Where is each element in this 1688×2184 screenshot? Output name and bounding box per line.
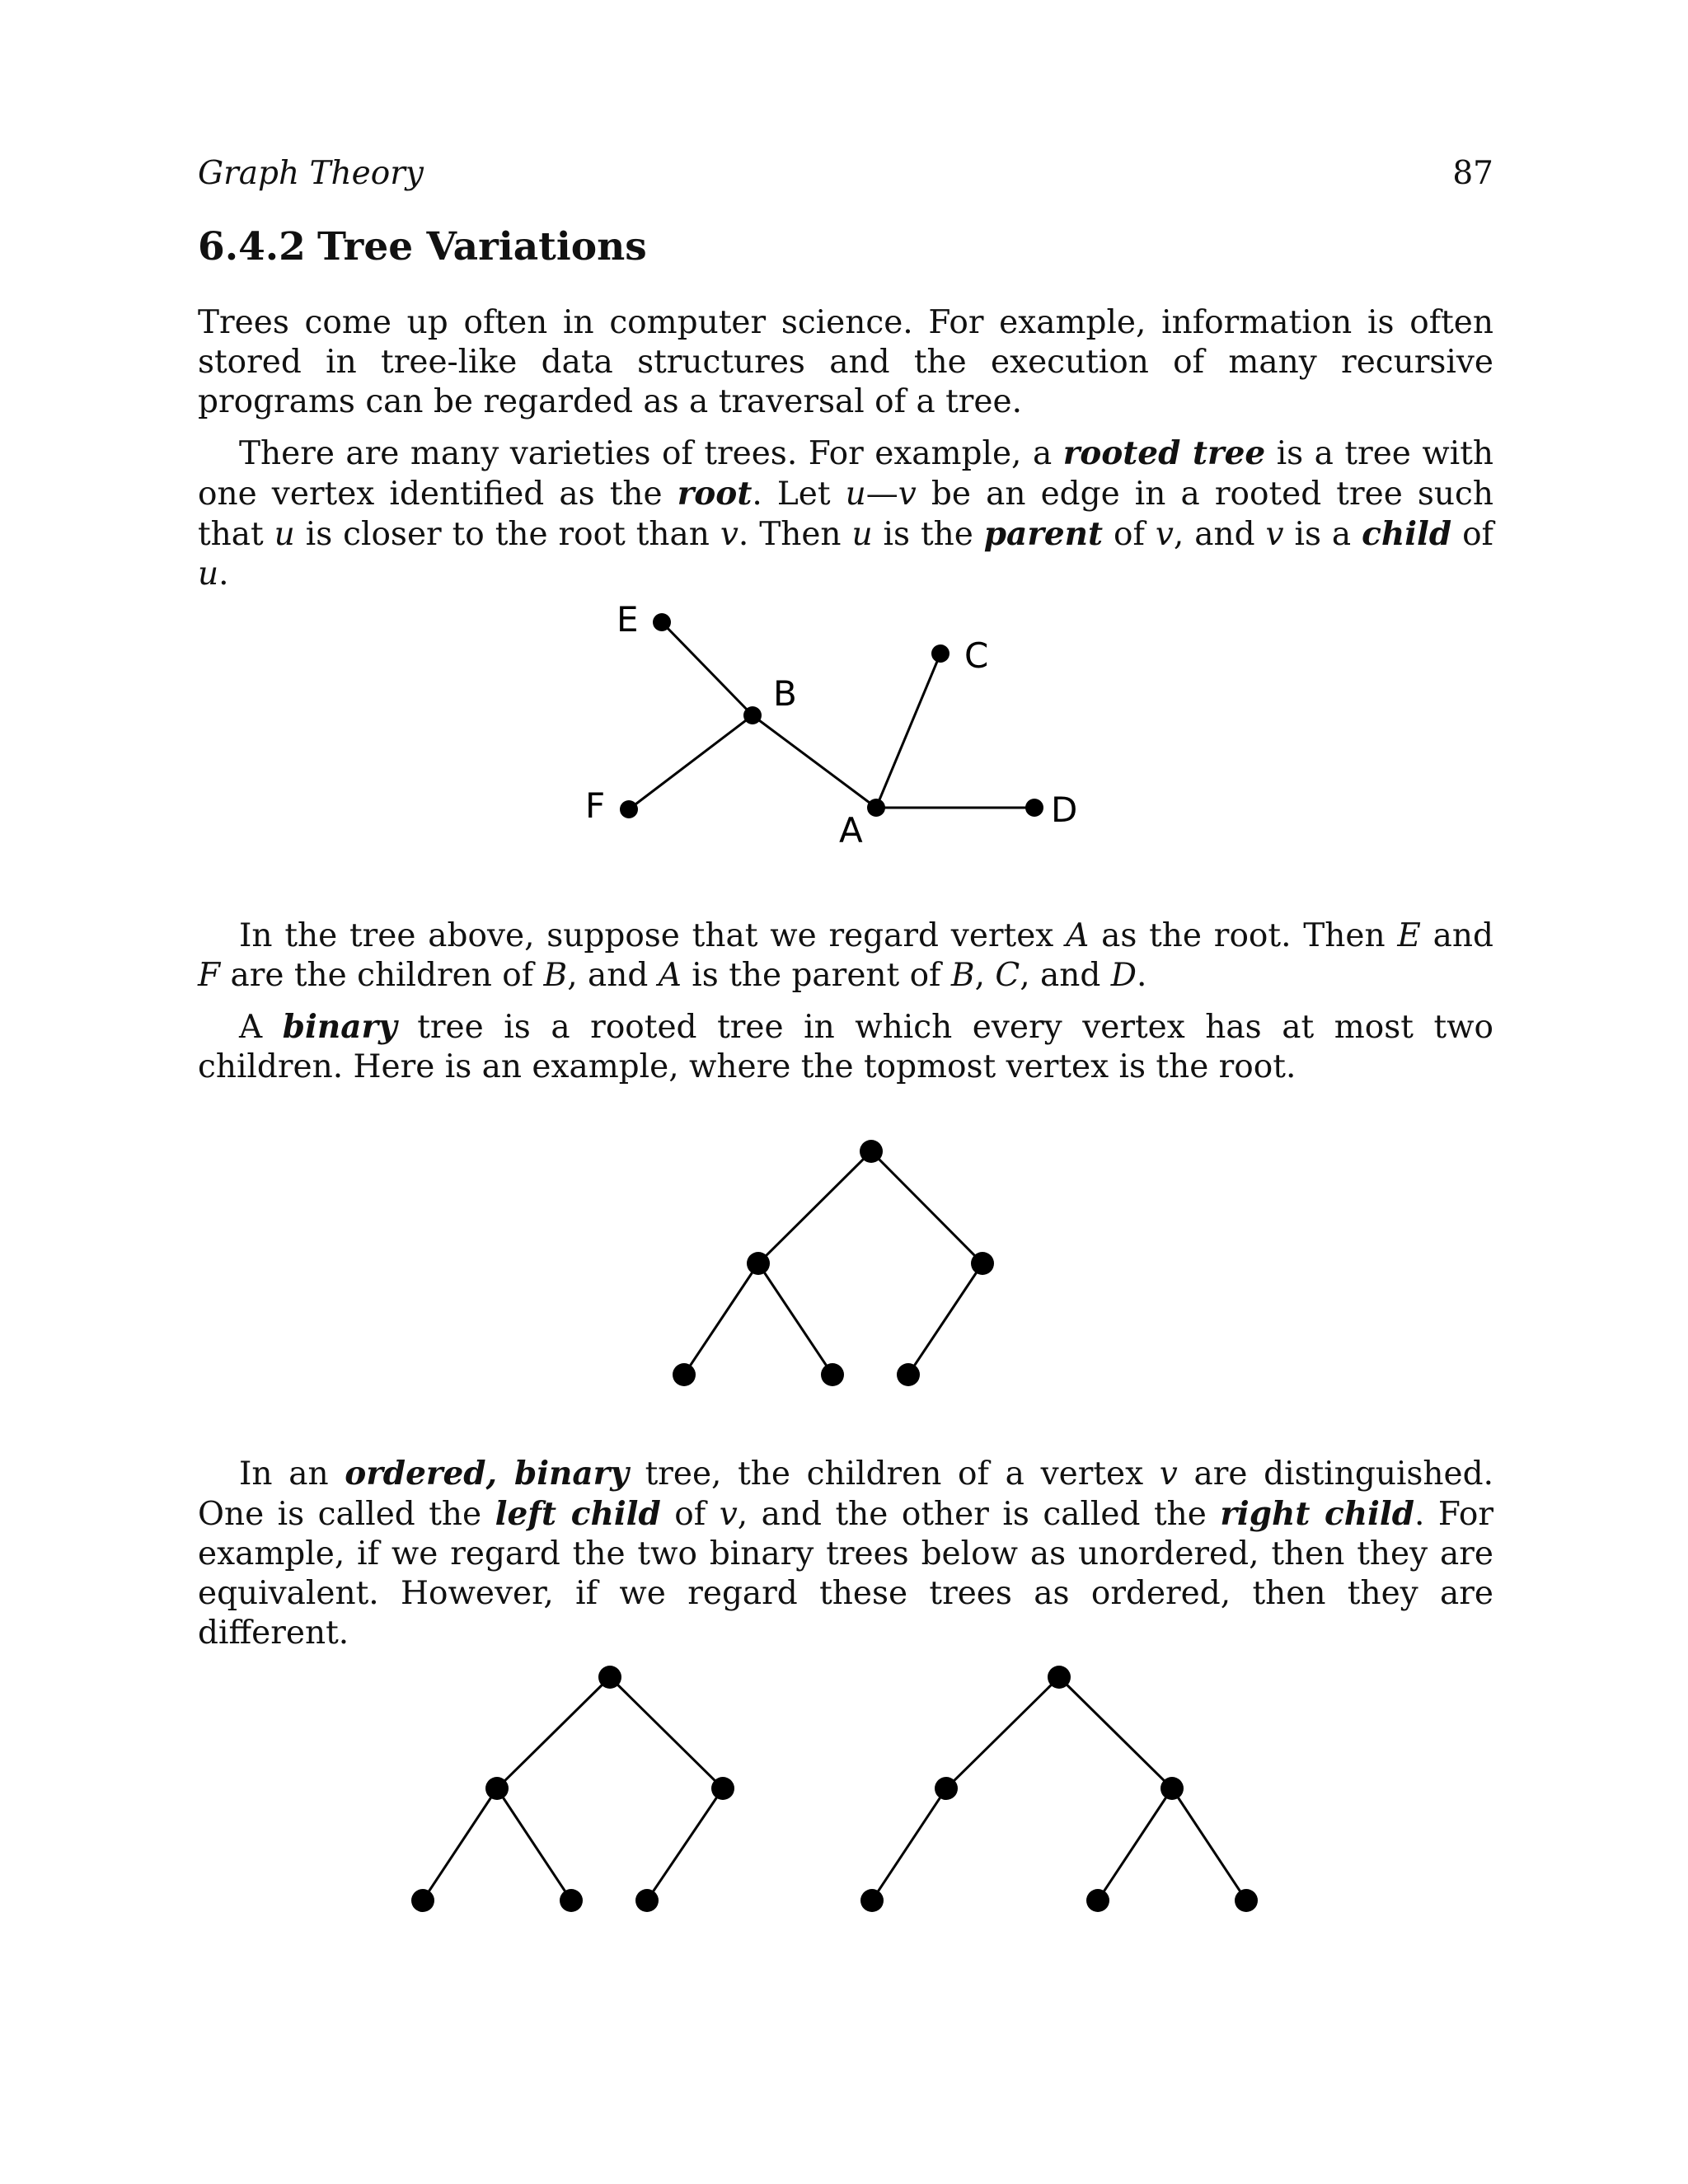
term-child: child [1362, 515, 1452, 553]
running-head-title: Graph Theory [198, 155, 424, 192]
paragraph-5: In an ordered, binary tree, the children of a vertex v are distinguished. One is called the left child of v, and the other is called the right child. For example, if we regard the two binary trees below as unordered, then they are equivalent. However, if we regard these trees as ordered, then they are different. [198, 1455, 1493, 1652]
node-leaf [897, 1363, 920, 1386]
vertex-C [931, 644, 950, 663]
edge-root-right [871, 1151, 982, 1263]
binary-tree-figure [0, 1113, 1688, 1426]
section-title: Tree Variations [317, 224, 647, 269]
tree1-leaf [560, 1889, 583, 1912]
tree1-leaf [635, 1889, 659, 1912]
label-C: C [964, 635, 989, 676]
term-rooted-tree: rooted tree [1062, 434, 1266, 472]
edge-B-A [753, 715, 876, 808]
tree1-right [711, 1777, 734, 1800]
paragraph-1: Trees come up often in computer science. For example, information is often stored in tree-like data structures and the execution of many recursive programs can be regarded as a traversal of a tree. [198, 304, 1493, 420]
edge-tree1-root-left [497, 1677, 610, 1788]
label-E: E [617, 599, 639, 640]
label-D: D [1051, 790, 1078, 830]
edge-E-B [662, 622, 753, 715]
edge-tree2-root-right [1059, 1677, 1172, 1788]
node-left [747, 1252, 770, 1275]
edge-A-C [876, 654, 940, 808]
edge-right-leaf [908, 1263, 982, 1375]
tree2-right [1160, 1777, 1184, 1800]
edge-tree2-left-leaf [872, 1788, 946, 1900]
tree1-left [485, 1777, 509, 1800]
label-F: F [585, 785, 606, 826]
term-binary: binary [282, 1008, 397, 1046]
edge-left-rightleaf [758, 1263, 832, 1375]
vertex-D [1025, 799, 1043, 817]
edge-tree1-root-right [610, 1677, 723, 1788]
tree1-leaf [411, 1889, 434, 1912]
tree2-root [1048, 1666, 1071, 1689]
node-right [971, 1252, 994, 1275]
tree2-leaf [860, 1889, 884, 1912]
rooted-tree-figure [0, 0, 1688, 907]
edge-tree1-left-leaf2 [497, 1788, 571, 1900]
vertex-E [653, 613, 671, 631]
node-leaf [673, 1363, 696, 1386]
vertex-B [743, 706, 762, 724]
paragraph-4: A binary tree is a rooted tree in which every vertex has at most two children. Here is an example, where the topmost vertex is the root. [198, 1008, 1494, 1085]
term-parent: parent [983, 515, 1104, 553]
term-ordered-binary: ordered, binary [345, 1455, 629, 1493]
node-root [860, 1140, 883, 1163]
section-number: 6.4.2 [198, 224, 306, 269]
label-A: A [839, 810, 863, 851]
edge-tree2-right-leaf1 [1098, 1788, 1172, 1900]
tree2-leaf [1235, 1889, 1258, 1912]
edge-tree2-root-left [946, 1677, 1059, 1788]
edge-root-left [758, 1151, 871, 1263]
ordered-trees-figure [0, 1640, 1688, 1937]
vertex-F [620, 800, 638, 818]
tree2-leaf [1086, 1889, 1109, 1912]
edge-B-F [629, 715, 753, 809]
page-number: 87 [1452, 155, 1493, 192]
vertex-A [867, 799, 885, 817]
paragraph-2: There are many varieties of trees. For example, a rooted tree is a tree with one vertex identified as the root. Let u—v be an edge in a rooted tree such that u is closer to the root than v. Then u is the parent of v, and v is a child of u. [198, 434, 1494, 593]
tree2-left [935, 1777, 958, 1800]
term-right-child: right child [1220, 1495, 1415, 1533]
term-root: root [677, 475, 753, 513]
label-B: B [773, 673, 797, 714]
edge-tree1-right-leaf [647, 1788, 723, 1900]
edge-tree1-left-leaf1 [423, 1788, 497, 1900]
paragraph-3: In the tree above, suppose that we regard vertex A as the root. Then E and F are the children of B, and A is the parent of B, C, and D. [198, 917, 1494, 994]
edge-left-leftleaf [684, 1263, 758, 1375]
edge-tree2-right-leaf2 [1172, 1788, 1246, 1900]
term-left-child: left child [495, 1495, 661, 1533]
tree1-root [598, 1666, 621, 1689]
node-leaf [821, 1363, 844, 1386]
